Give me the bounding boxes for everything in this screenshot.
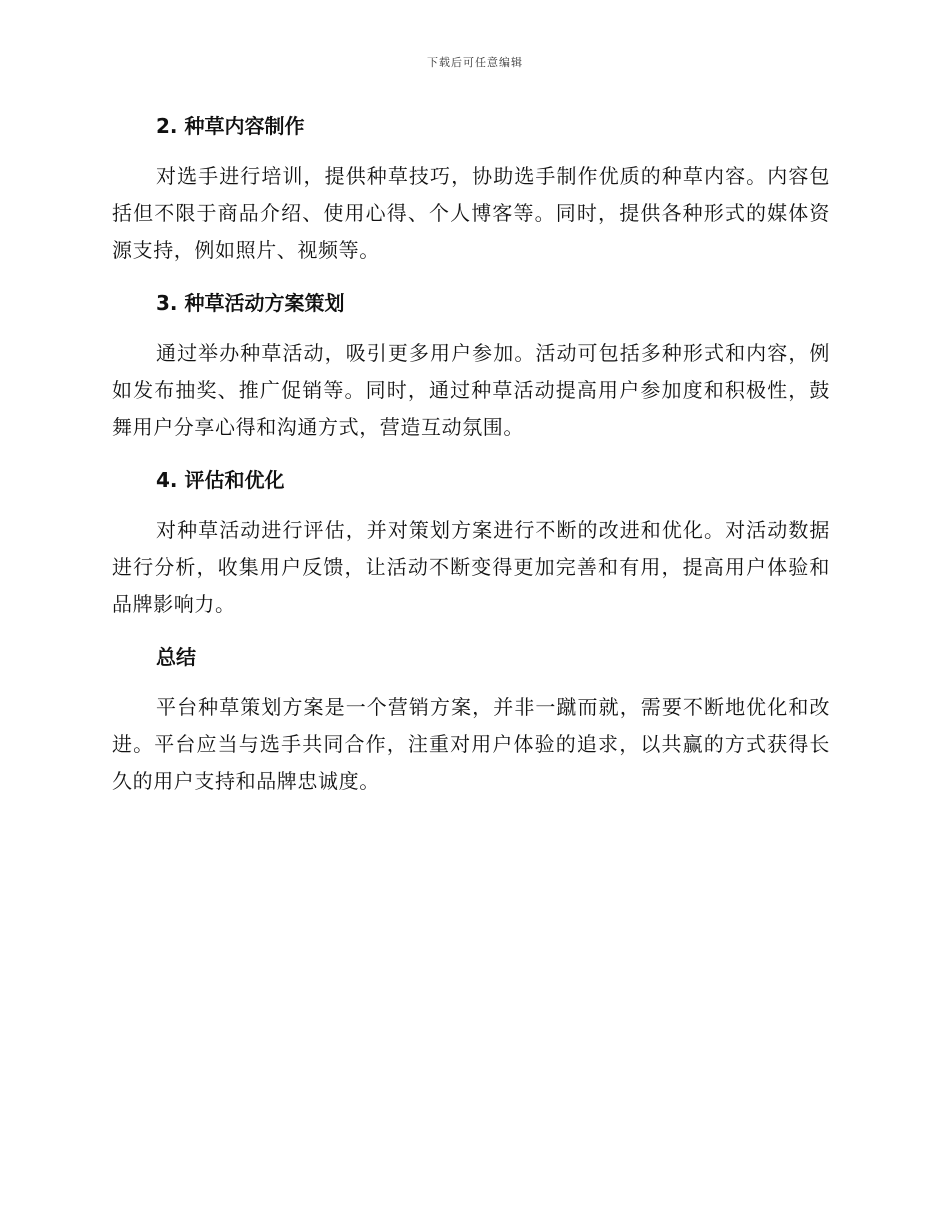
section-heading: 3. 种草活动方案策划 xyxy=(156,291,345,315)
header-note: 下载后可任意编辑 xyxy=(427,56,523,69)
section-activity-planning xyxy=(112,285,830,446)
section-paragraph: 通过举办种草活动，吸引更多用户参加。活动可包括多种形式和内容，例如发布抽奖、推广促销等。同时，通过种草活动提高用户参加度和积极性，鼓舞用户分享心得和沟通方式，营造互动氛围。 xyxy=(112,341,830,439)
section-summary xyxy=(112,639,830,800)
section-paragraph: 对选手进行培训，提供种草技巧，协助选手制作优质的种草内容。内容包括但不限于商品介绍、使用心得、个人博客等。同时，提供各种形式的媒体资源支持，例如照片、视频等。 xyxy=(112,164,830,262)
section-heading: 4. 评估和优化 xyxy=(156,468,285,492)
section-heading: 2. 种草内容制作 xyxy=(156,114,305,138)
section-evaluation-optimization xyxy=(112,462,830,623)
section-paragraph: 对种草活动进行评估，并对策划方案进行不断的改进和优化。对活动数据进行分析，收集用户反馈，让活动不断变得更加完善和有用，提高用户体验和品牌影响力。 xyxy=(112,518,830,616)
section-heading: 总结 xyxy=(156,645,196,669)
section-content-production xyxy=(112,108,830,269)
document-body xyxy=(112,108,830,816)
section-paragraph: 平台种草策划方案是一个营销方案，并非一蹴而就，需要不断地优化和改进。平台应当与选手共同合作，注重对用户体验的追求，以共赢的方式获得长久的用户支持和品牌忠诚度。 xyxy=(112,695,830,793)
